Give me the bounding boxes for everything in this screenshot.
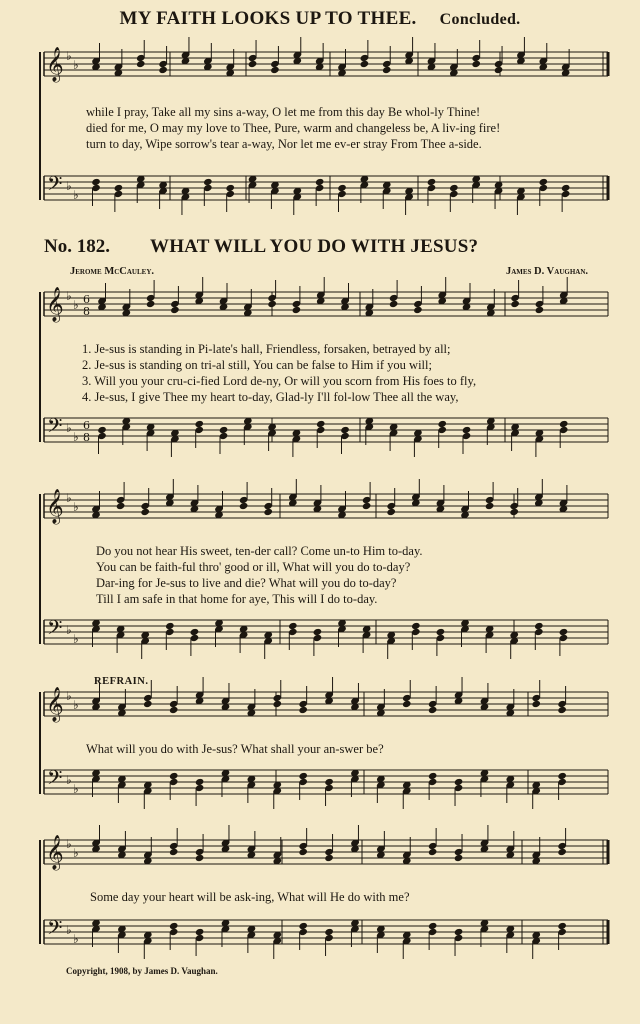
bass-clef-icon: 𝄢 bbox=[47, 172, 63, 200]
note-head bbox=[413, 306, 423, 314]
note-head bbox=[143, 700, 153, 708]
note-head bbox=[136, 60, 146, 68]
note-head bbox=[292, 306, 302, 314]
note-head bbox=[267, 300, 277, 308]
flat-icon: ♭ bbox=[73, 188, 79, 202]
verse-2-line-2: You can be faith-ful thro' good or ill, What will you do to-day? bbox=[96, 560, 411, 574]
bass-clef-icon: 𝄢 bbox=[47, 916, 63, 944]
treble-clef-icon: 𝄞 bbox=[46, 287, 64, 322]
flat-icon: ♭ bbox=[73, 632, 79, 646]
note-head bbox=[195, 854, 205, 862]
note-head bbox=[298, 706, 308, 714]
note-head bbox=[360, 60, 370, 68]
hymn-author: Jerome McCauley. bbox=[70, 266, 154, 277]
note-head bbox=[146, 300, 156, 308]
flat-icon: ♭ bbox=[66, 689, 72, 703]
note-head bbox=[389, 300, 399, 308]
flat-icon: ♭ bbox=[66, 623, 72, 637]
note-head bbox=[270, 66, 280, 74]
note-head bbox=[557, 706, 567, 714]
note-head bbox=[382, 66, 392, 74]
treble-clef-icon: 𝄞 bbox=[46, 687, 64, 722]
verse-3-line-1: 3. Will you your cru-ci-fied Lord de-ny, Or will you scorn from His foes to fly, bbox=[82, 374, 477, 388]
treble-clef-icon: 𝄞 bbox=[46, 47, 64, 82]
note-head bbox=[324, 854, 334, 862]
note-head bbox=[531, 700, 541, 708]
flat-icon: ♭ bbox=[66, 289, 72, 303]
flat-icon: ♭ bbox=[73, 500, 79, 514]
verse-4-line-1: 4. Je-sus, I give Thee my heart to-day, Glad-ly I'll fol-low Thee all the way, bbox=[82, 390, 459, 404]
note-head bbox=[494, 66, 504, 74]
verse-4-line-2: Till I am safe in that home for aye, This will I do to-day. bbox=[96, 592, 378, 606]
note-head bbox=[248, 60, 258, 68]
flat-icon: ♭ bbox=[73, 58, 79, 72]
note-head bbox=[169, 848, 179, 856]
treble-clef-icon: 𝄞 bbox=[46, 835, 64, 870]
concluded-lyric-line-1: while I pray, Take all my sins a-way, O let me from this day Be whol-ly Thine! bbox=[86, 105, 481, 119]
flat-icon: ♭ bbox=[73, 782, 79, 796]
hymn-composer: James D. Vaughan. bbox=[505, 266, 588, 277]
note-head bbox=[298, 848, 308, 856]
note-head bbox=[116, 502, 126, 510]
note-head bbox=[428, 706, 438, 714]
flat-icon: ♭ bbox=[66, 179, 72, 193]
refrain-lyric-line-1: What will you do with Je-sus? What shall your an-swer be? bbox=[86, 742, 384, 756]
note-head bbox=[557, 848, 567, 856]
time-signature-top: 6 bbox=[83, 419, 90, 432]
flat-icon: ♭ bbox=[73, 846, 79, 860]
flat-icon: ♭ bbox=[73, 298, 79, 312]
flat-icon: ♭ bbox=[73, 698, 79, 712]
note-head bbox=[170, 306, 180, 314]
verse-3-line-2: Dar-ing for Je-sus to live and die? What will you do to-day? bbox=[96, 576, 397, 590]
flat-icon: ♭ bbox=[66, 49, 72, 63]
refrain-lyric-line-2: Some day your heart will be ask-ing, What will He do with me? bbox=[90, 890, 410, 904]
refrain-label: REFRAIN. bbox=[94, 676, 149, 687]
copyright-notice: Copyright, 1908, by James D. Vaughan. bbox=[66, 966, 218, 976]
flat-icon: ♭ bbox=[73, 932, 79, 946]
note-head bbox=[386, 508, 396, 516]
time-signature-top: 6 bbox=[83, 293, 90, 306]
verse-1-line-1: 1. Je-sus is standing in Pi-late's hall, Friendless, forsaken, betrayed by all; bbox=[82, 342, 451, 356]
flat-icon: ♭ bbox=[66, 491, 72, 505]
time-signature-bottom: 8 bbox=[83, 431, 90, 444]
bass-clef-icon: 𝄢 bbox=[47, 766, 63, 794]
flat-icon: ♭ bbox=[66, 923, 72, 937]
note-head bbox=[535, 306, 545, 314]
note-head bbox=[362, 502, 372, 510]
note-head bbox=[402, 700, 412, 708]
bass-clef-icon: 𝄢 bbox=[47, 414, 63, 442]
concluded-lyric-line-2: died for me, O may my love to Thee, Pure, warm and changeless be, A liv-ing fire! bbox=[86, 121, 501, 135]
note-head bbox=[454, 854, 464, 862]
time-signature-bottom: 8 bbox=[83, 305, 90, 318]
note-head bbox=[169, 706, 179, 714]
note-head bbox=[140, 508, 150, 516]
treble-clef-icon: 𝄞 bbox=[46, 489, 64, 524]
flat-icon: ♭ bbox=[73, 430, 79, 444]
note-head bbox=[471, 60, 481, 68]
hymn-number: No. 182. bbox=[44, 236, 110, 257]
flat-icon: ♭ bbox=[66, 837, 72, 851]
bass-clef-icon: 𝄢 bbox=[47, 616, 63, 644]
verse-1-line-2: Do you not hear His sweet, ten-der call? Come un-to Him to-day. bbox=[96, 544, 423, 558]
flat-icon: ♭ bbox=[66, 773, 72, 787]
note-head bbox=[272, 700, 282, 708]
note-head bbox=[510, 300, 520, 308]
note-head bbox=[158, 66, 168, 74]
hymn-title: WHAT WILL YOU DO WITH JESUS? bbox=[150, 236, 479, 257]
note-head bbox=[263, 508, 273, 516]
flat-icon: ♭ bbox=[66, 421, 72, 435]
note-head bbox=[509, 508, 519, 516]
previous-hymn-title-text: MY FAITH LOOKS UP TO THEE. bbox=[119, 8, 417, 29]
note-head bbox=[428, 848, 438, 856]
concluded-lyric-line-3: turn to day, Wipe sorrow's tear a-way, Nor let me ev-er stray From Thee a-side. bbox=[86, 137, 482, 151]
previous-hymn-suffix: Concluded. bbox=[439, 11, 521, 28]
verse-2-line-1: 2. Je-sus is standing on tri-al still, You can be false to Him if you will; bbox=[82, 358, 432, 372]
note-head bbox=[239, 502, 249, 510]
note-head bbox=[485, 502, 495, 510]
